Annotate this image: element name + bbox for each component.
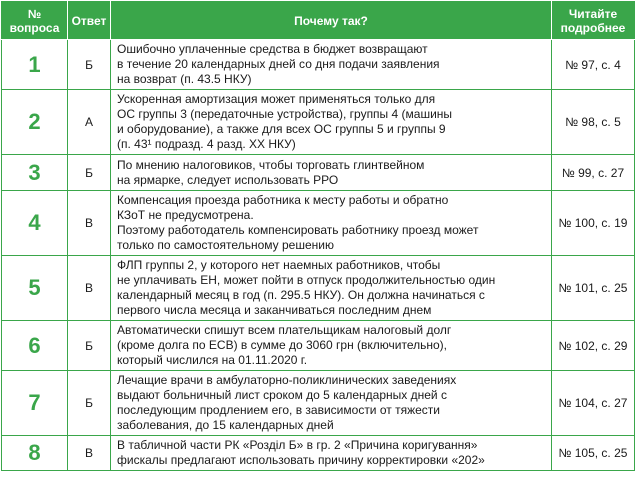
- explanation: [111, 40, 552, 90]
- explanation-line: последующим продлением его, в зависимости от тяжести: [117, 403, 440, 417]
- explanation-line: Лечащие врачи в амбулаторно-поликлинических заведениях: [117, 373, 457, 387]
- issue-reference: № 101, с. 25: [552, 256, 635, 321]
- answer-letter: В: [68, 436, 111, 471]
- header-question-number: № вопроса: [2, 2, 68, 40]
- explanation-line: Компенсация проезда работника к месту работы и обратно: [117, 193, 449, 207]
- question-number: 3: [2, 155, 68, 191]
- answer-letter: Б: [68, 371, 111, 436]
- issue-reference: № 97, с. 4: [552, 40, 635, 90]
- explanation-line: на возврат (п. 43.5 НКУ): [117, 72, 252, 86]
- header-answer: Ответ: [68, 2, 111, 40]
- question-number: 5: [2, 256, 68, 321]
- question-number: 8: [2, 436, 68, 471]
- explanation-line: выдают больничный лист сроком до 5 календарных дней с: [117, 388, 447, 402]
- explanation: [111, 155, 552, 191]
- explanation-line: первого числа месяца и заканчиваться последним днем: [117, 303, 432, 317]
- explanation-line: (п. 43¹ подразд. 4 разд. XX НКУ): [117, 137, 296, 151]
- question-number: 1: [2, 40, 68, 90]
- explanation-line: заболевания, до 15 календарных дней: [117, 418, 334, 432]
- explanation-line: фискалы предлагают использовать причину корректировки «202»: [117, 453, 485, 467]
- issue-reference: № 99, с. 27: [552, 155, 635, 191]
- answer-letter: Б: [68, 321, 111, 371]
- explanation: [111, 436, 552, 471]
- explanation-line: Автоматически спишут всем плательщикам налоговый долг: [117, 323, 452, 337]
- header-why: Почему так?: [111, 2, 552, 40]
- table-row: [2, 191, 635, 256]
- explanation-line: Ускоренная амортизация может применяться только для: [117, 92, 436, 106]
- issue-reference: № 98, с. 5: [552, 90, 635, 155]
- header-read-more: Читайте подробнее: [552, 2, 635, 40]
- question-number: 2: [2, 90, 68, 155]
- explanation-line: ОС группы 3 (передаточные устройства), группы 4 (машины: [117, 107, 453, 121]
- explanation-line: на ярмарке, следует использовать РРО: [117, 172, 339, 187]
- issue-reference: № 104, с. 27: [552, 371, 635, 436]
- explanation: [111, 321, 552, 371]
- table-row: [2, 90, 635, 155]
- table-row: [2, 371, 635, 436]
- explanation: [111, 90, 552, 155]
- explanation-line: календарный месяц в год (п. 295.5 НКУ). Он должна начинаться с: [117, 288, 485, 302]
- issue-reference: № 100, с. 19: [552, 191, 635, 256]
- explanation-line: В табличной части РК «Розділ Б» в гр. 2 «Причина коригування»: [117, 438, 478, 452]
- question-number: 4: [2, 191, 68, 256]
- question-number: 7: [2, 371, 68, 436]
- issue-reference: № 105, с. 25: [552, 436, 635, 471]
- answer-letter: Б: [68, 155, 111, 191]
- table-row: [2, 155, 635, 191]
- explanation: [111, 371, 552, 436]
- explanation-line: (кроме долга по ЕСВ) в сумме до 3060 грн (включительно),: [117, 338, 447, 352]
- answer-letter: Б: [68, 40, 111, 90]
- table-row: [2, 436, 635, 471]
- explanation-line: в течение 20 календарных дней со дня подачи заявления: [117, 57, 440, 71]
- table-row: [2, 321, 635, 371]
- answer-letter: В: [68, 256, 111, 321]
- question-number: 6: [2, 321, 68, 371]
- table-row: [2, 40, 635, 90]
- table-row: [2, 256, 635, 321]
- explanation-line: только по самостоятельному решению: [117, 238, 334, 252]
- explanation: [111, 256, 552, 321]
- explanation-line: Ошибочно уплаченные средства в бюджет возвращают: [117, 42, 428, 56]
- explanation-line: не уплачивать ЕН, может пойти в отпуск продолжительностью один: [117, 273, 496, 287]
- issue-reference: № 102, с. 29: [552, 321, 635, 371]
- explanation-line: По мнению налоговиков, чтобы торговать глинтвейном: [117, 157, 425, 172]
- answers-table: [1, 1, 635, 471]
- explanation-line: КЗоТ не предусмотрена.: [117, 208, 254, 222]
- explanation-line: ФЛП группы 2, у которого нет наемных работников, чтобы: [117, 258, 441, 272]
- answer-letter: А: [68, 90, 111, 155]
- explanation: [111, 191, 552, 256]
- explanation-line: Поэтому работодатель компенсировать работнику проезд может: [117, 223, 479, 237]
- explanation-line: который числился на 01.11.2020 г.: [117, 353, 308, 367]
- answer-letter: В: [68, 191, 111, 256]
- explanation-line: и оборудование), а также для всех ОС группы 5 и группы 9: [117, 122, 446, 136]
- header-row: [2, 2, 635, 40]
